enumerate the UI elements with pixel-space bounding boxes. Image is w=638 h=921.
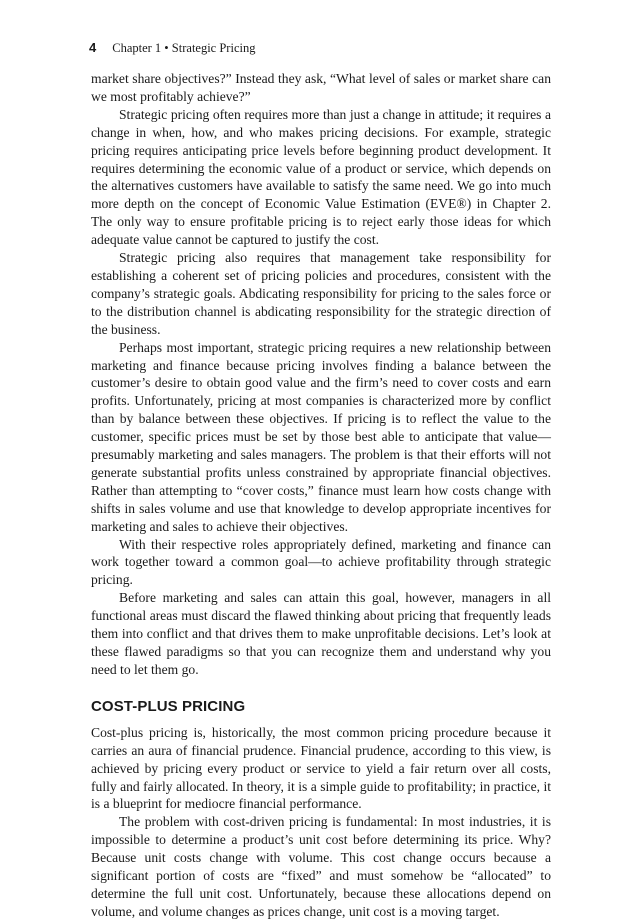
book-page (91, 40, 551, 921)
running-title: Chapter 1 • Strategic Pricing (112, 41, 256, 55)
paragraph: Strategic pricing also requires that management take responsibility for establishing a coherent set of pricing policies and procedures, consistent with the company’s strategic goals. Abdicating responsibility for pricing to the sales force or to the distribution channel is abdicating responsibility for the strategic direction of the business. (91, 250, 551, 337)
body-text (91, 70, 551, 921)
running-header (89, 40, 551, 56)
paragraph: Cost-plus pricing is, historically, the most common pricing procedure because it carries an aura of financial prudence. Financial prudence, according to this view, is achieved by pricing every product or service to yield a fair return over all costs, fully and fairly allocated. In theory, it is a simple guide to profitability; in practice, it is a blueprint for mediocre financial performance. (91, 724, 551, 812)
section-heading: COST-PLUS PRICING (91, 697, 246, 715)
paragraph: market share objectives?” Instead they ask, “What level of sales or market share can we most profitably achieve?” (91, 71, 551, 104)
paragraph: Before marketing and sales can attain this goal, however, managers in all functional areas must discard the flawed thinking about pricing that frequently leads them into conflict and that drives them to make unprofitable decisions. Let’s look at these flawed paradigms so that you can recognize them and understand why you need to let them go. (91, 590, 551, 677)
paragraph: Strategic pricing often requires more than just a change in attitude; it requires a change in when, how, and who makes pricing decisions. For example, strategic pricing requires anticipating price levels before beginning product development. It requires determining the economic value of a product or service, which depends on the alternatives customers have available to satisfy the same need. We go into much more depth on the concept of Economic Value Estimation (EVE®) in Chapter 2. The only way to ensure profitable pricing is to reject early those ideas for which adequate value cannot be captured to justify the cost. (91, 106, 551, 248)
page-number: 4 (89, 40, 97, 55)
paragraph: Perhaps most important, strategic pricing requires a new relationship between marketing and finance because pricing involves finding a balance between the customer’s desire to obtain good value and the firm’s need to cover costs and earn profits. Unfortunately, pricing at most companies is characterized more by conflict than by balance between these objectives. If pricing is to reflect the value to the customer, specific prices must be set by those best able to anticipate that value—presumably marketing and sales managers. The problem is that their efforts will not generate substantial profits unless constrained by appropriate financial objectives. Rather than attempting to “cover costs,” finance must learn how costs change with shifts in sales volume and use that knowledge to develop appropriate incentives for marketing and sales to achieve their objectives. (91, 339, 551, 534)
paragraph: The problem with cost-driven pricing is fundamental: In most industries, it is impossible to determine a product’s unit cost before determining its price. Why? Because unit costs change with volume. This cost change occurs because a significant portion of costs are “fixed” and must somehow be “allocated” to determine the full unit cost. Unfortunately, because these allocations depend on volume, and volume changes as prices change, unit cost is a moving target. (91, 814, 551, 919)
paragraph: With their respective roles appropriately defined, marketing and finance can work together toward a common goal—to achieve profitability through strategic pricing. (91, 536, 551, 588)
